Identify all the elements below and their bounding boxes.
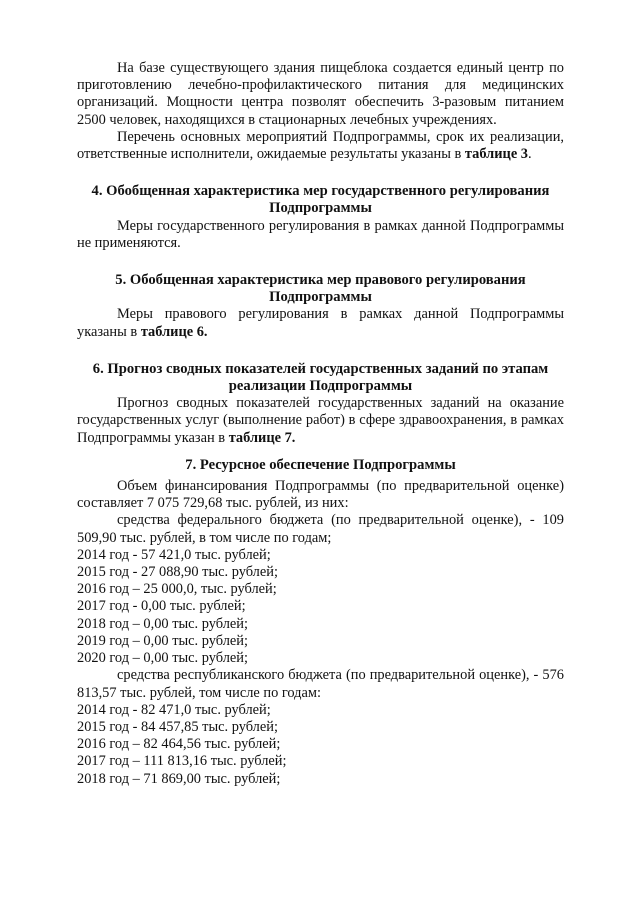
federal-years-list xyxy=(77,547,564,667)
section-6-title-line-2: реализации Подпрограммы xyxy=(228,378,413,395)
section-5-title-line-2: Подпрограммы xyxy=(269,289,372,306)
federal-year-item: 2016 год – 25 000,0, тыс. рублей; xyxy=(77,581,277,598)
paragraph-activities-list: Перечень основных мероприятий Подпрограммы, срок их реализации, ответственные исполнители, ожидаемые результаты указаны в таблице 3. xyxy=(77,128,564,163)
republic-years-list xyxy=(77,702,564,788)
federal-year-item: 2015 год - 27 088,90 тыс. рублей; xyxy=(77,564,278,581)
republic-budget-intro: средства республиканского бюджета (по предварительной оценке), - 576 813,57 тыс. рублей, том числе по годам: xyxy=(77,667,564,701)
section-7-title: 7. Ресурсное обеспечение Подпрограммы xyxy=(185,456,456,473)
table-7-reference: таблице 7. xyxy=(228,429,296,446)
section-4-text: Меры государственного регулирования в рамках данной Подпрограммы не применяются. xyxy=(77,217,564,251)
republic-year-item: 2016 год – 82 464,56 тыс. рублей; xyxy=(77,736,281,753)
republic-year-item: 2015 год - 84 457,85 тыс. рублей; xyxy=(77,718,278,735)
paragraph-activities-text: Перечень основных мероприятий Подпрограммы, срок их реализации, ответственные исполнители, ожидаемые результаты указаны в xyxy=(77,128,564,163)
section-7-intro: Объем финансирования Подпрограммы (по предварительной оценке) составляет 7 075 729,68 тыс. рублей, из них: xyxy=(77,478,564,512)
section-4-title-line-2: Подпрограммы xyxy=(269,200,372,217)
federal-year-item: 2017 год - 0,00 тыс. рублей; xyxy=(77,598,246,615)
section-6-title-line-1: 6. Прогноз сводных показателей государственных заданий по этапам xyxy=(92,360,549,377)
federal-year-item: 2020 год – 0,00 тыс. рублей; xyxy=(77,650,248,667)
paragraph-food-center: На базе существующего здания пищеблока создается единый центр по приготовлению лечебно-профилактического питания для медицинских организаций. Мощности центра позволят обеспечить 3-разовым питанием 2500 человек, находящихся в стационарных лечебных учреждениях. xyxy=(77,60,564,128)
federal-year-item: 2018 год – 0,00 тыс. рублей; xyxy=(77,615,248,632)
section-5-title-line-1: 5. Обобщенная характеристика мер правового регулирования xyxy=(115,272,526,289)
federal-year-item: 2019 год – 0,00 тыс. рублей; xyxy=(77,632,248,649)
section-6-text: Прогноз сводных показателей государственных заданий на оказание государственных услуг (выполнение работ) в сфере здравоохранения, в рамках Подпрограммы указан в таблице 7. xyxy=(77,395,564,446)
table-6-reference: таблице 6. xyxy=(140,323,208,340)
federal-budget-intro: средства федерального бюджета (по предварительной оценке), - 109 509,90 тыс. рублей, в том числе по годам; xyxy=(77,512,564,546)
section-4-title-line-1: 4. Обобщенная характеристика мер государственного регулирования xyxy=(91,183,550,200)
section-5-text: Меры правового регулирования в рамках данной Подпрограммы указаны в таблице 6. xyxy=(77,306,564,340)
republic-year-item: 2014 год - 82 471,0 тыс. рублей; xyxy=(77,701,271,718)
republic-year-item: 2017 год – 111 813,16 тыс. рублей; xyxy=(77,753,287,770)
federal-year-item: 2014 год - 57 421,0 тыс. рублей; xyxy=(77,546,271,563)
table-3-reference: таблице 3 xyxy=(464,146,529,163)
republic-year-item: 2018 год – 71 869,00 тыс. рублей; xyxy=(77,770,281,787)
